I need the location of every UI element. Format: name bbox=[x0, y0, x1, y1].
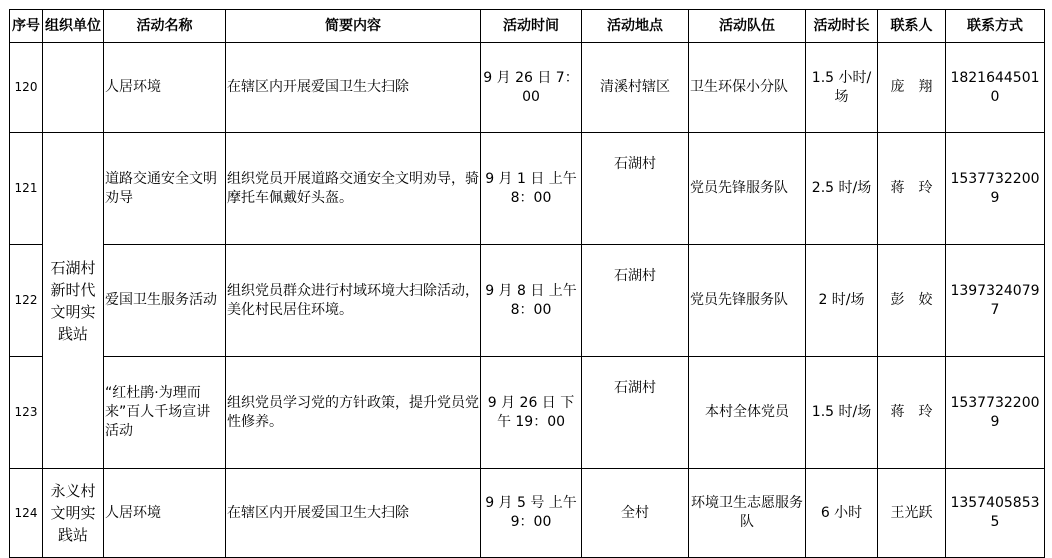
cell-duration: 6 小时 bbox=[806, 469, 878, 558]
cell-unit-empty bbox=[43, 43, 104, 133]
table-row bbox=[10, 43, 1045, 133]
cell-seq: 121 bbox=[10, 133, 43, 245]
cell-seq: 124 bbox=[10, 469, 43, 558]
cell-summary: 组织党员学习党的方针政策，提升党员党性修养。 bbox=[226, 357, 481, 469]
header-duration: 活动时长 bbox=[806, 10, 878, 43]
cell-phone: 15377322009 bbox=[946, 133, 1045, 245]
header-place: 活动地点 bbox=[582, 10, 689, 43]
cell-seq: 123 bbox=[10, 357, 43, 469]
cell-time: 9 月 26 日 7：00 bbox=[481, 43, 582, 133]
cell-time: 9 月 26 日 下午 19：00 bbox=[481, 357, 582, 469]
header-phone: 联系方式 bbox=[946, 10, 1045, 43]
cell-team: 本村全体党员 bbox=[689, 357, 806, 469]
cell-team: 环境卫生志愿服务队 bbox=[689, 469, 806, 558]
header-row bbox=[10, 10, 1045, 43]
cell-phone: 13574058535 bbox=[946, 469, 1045, 558]
cell-name: “红杜鹃·为理而来”百人千场宣讲活动 bbox=[104, 357, 226, 469]
header-unit: 组织单位 bbox=[43, 10, 104, 43]
cell-contact: 蒋 玲 bbox=[878, 133, 946, 245]
cell-contact: 彭 姣 bbox=[878, 245, 946, 357]
cell-place: 全村 bbox=[582, 469, 689, 558]
header-seq: 序号 bbox=[10, 10, 43, 43]
cell-duration: 2 时/场 bbox=[806, 245, 878, 357]
cell-duration: 1.5 时/场 bbox=[806, 357, 878, 469]
cell-phone: 18216445010 bbox=[946, 43, 1045, 133]
cell-summary: 组织党员开展道路交通安全文明劝导，骑摩托车佩戴好头盔。 bbox=[226, 133, 481, 245]
cell-seq: 120 bbox=[10, 43, 43, 133]
header-name: 活动名称 bbox=[104, 10, 226, 43]
table-row bbox=[10, 245, 1045, 357]
cell-unit-yongyi: 永义村文明实践站 bbox=[43, 469, 104, 558]
cell-place: 石湖村 bbox=[582, 245, 689, 357]
cell-summary: 在辖区内开展爱国卫生大扫除 bbox=[226, 43, 481, 133]
table-row bbox=[10, 133, 1045, 245]
table-row bbox=[10, 469, 1045, 558]
activity-table bbox=[9, 9, 1045, 558]
cell-team: 党员先锋服务队 bbox=[689, 245, 806, 357]
header-team: 活动队伍 bbox=[689, 10, 806, 43]
cell-name: 人居环境 bbox=[104, 43, 226, 133]
cell-place: 石湖村 bbox=[582, 357, 689, 469]
cell-unit-shihu: 石湖村新时代文明实践站 bbox=[43, 133, 104, 469]
cell-time: 9 月 5 号 上午 9：00 bbox=[481, 469, 582, 558]
cell-duration: 1.5 小时/场 bbox=[806, 43, 878, 133]
cell-team: 卫生环保小分队 bbox=[689, 43, 806, 133]
cell-contact: 蒋 玲 bbox=[878, 357, 946, 469]
cell-summary: 组织党员群众进行村域环境大扫除活动，美化村民居住环境。 bbox=[226, 245, 481, 357]
cell-phone: 13973240797 bbox=[946, 245, 1045, 357]
cell-time: 9 月 1 日 上午 8：00 bbox=[481, 133, 582, 245]
cell-contact: 王光跃 bbox=[878, 469, 946, 558]
cell-summary: 在辖区内开展爱国卫生大扫除 bbox=[226, 469, 481, 558]
cell-place: 石湖村 bbox=[582, 133, 689, 245]
cell-team: 党员先锋服务队 bbox=[689, 133, 806, 245]
header-summary: 简要内容 bbox=[226, 10, 481, 43]
cell-seq: 122 bbox=[10, 245, 43, 357]
cell-duration: 2.5 时/场 bbox=[806, 133, 878, 245]
cell-name: 爱国卫生服务活动 bbox=[104, 245, 226, 357]
table-row bbox=[10, 357, 1045, 469]
cell-place: 清溪村辖区 bbox=[582, 43, 689, 133]
cell-name: 人居环境 bbox=[104, 469, 226, 558]
header-time: 活动时间 bbox=[481, 10, 582, 43]
cell-name: 道路交通安全文明劝导 bbox=[104, 133, 226, 245]
cell-contact: 庞 翔 bbox=[878, 43, 946, 133]
cell-phone: 15377322009 bbox=[946, 357, 1045, 469]
header-contact: 联系人 bbox=[878, 10, 946, 43]
cell-time: 9 月 8 日 上午 8：00 bbox=[481, 245, 582, 357]
